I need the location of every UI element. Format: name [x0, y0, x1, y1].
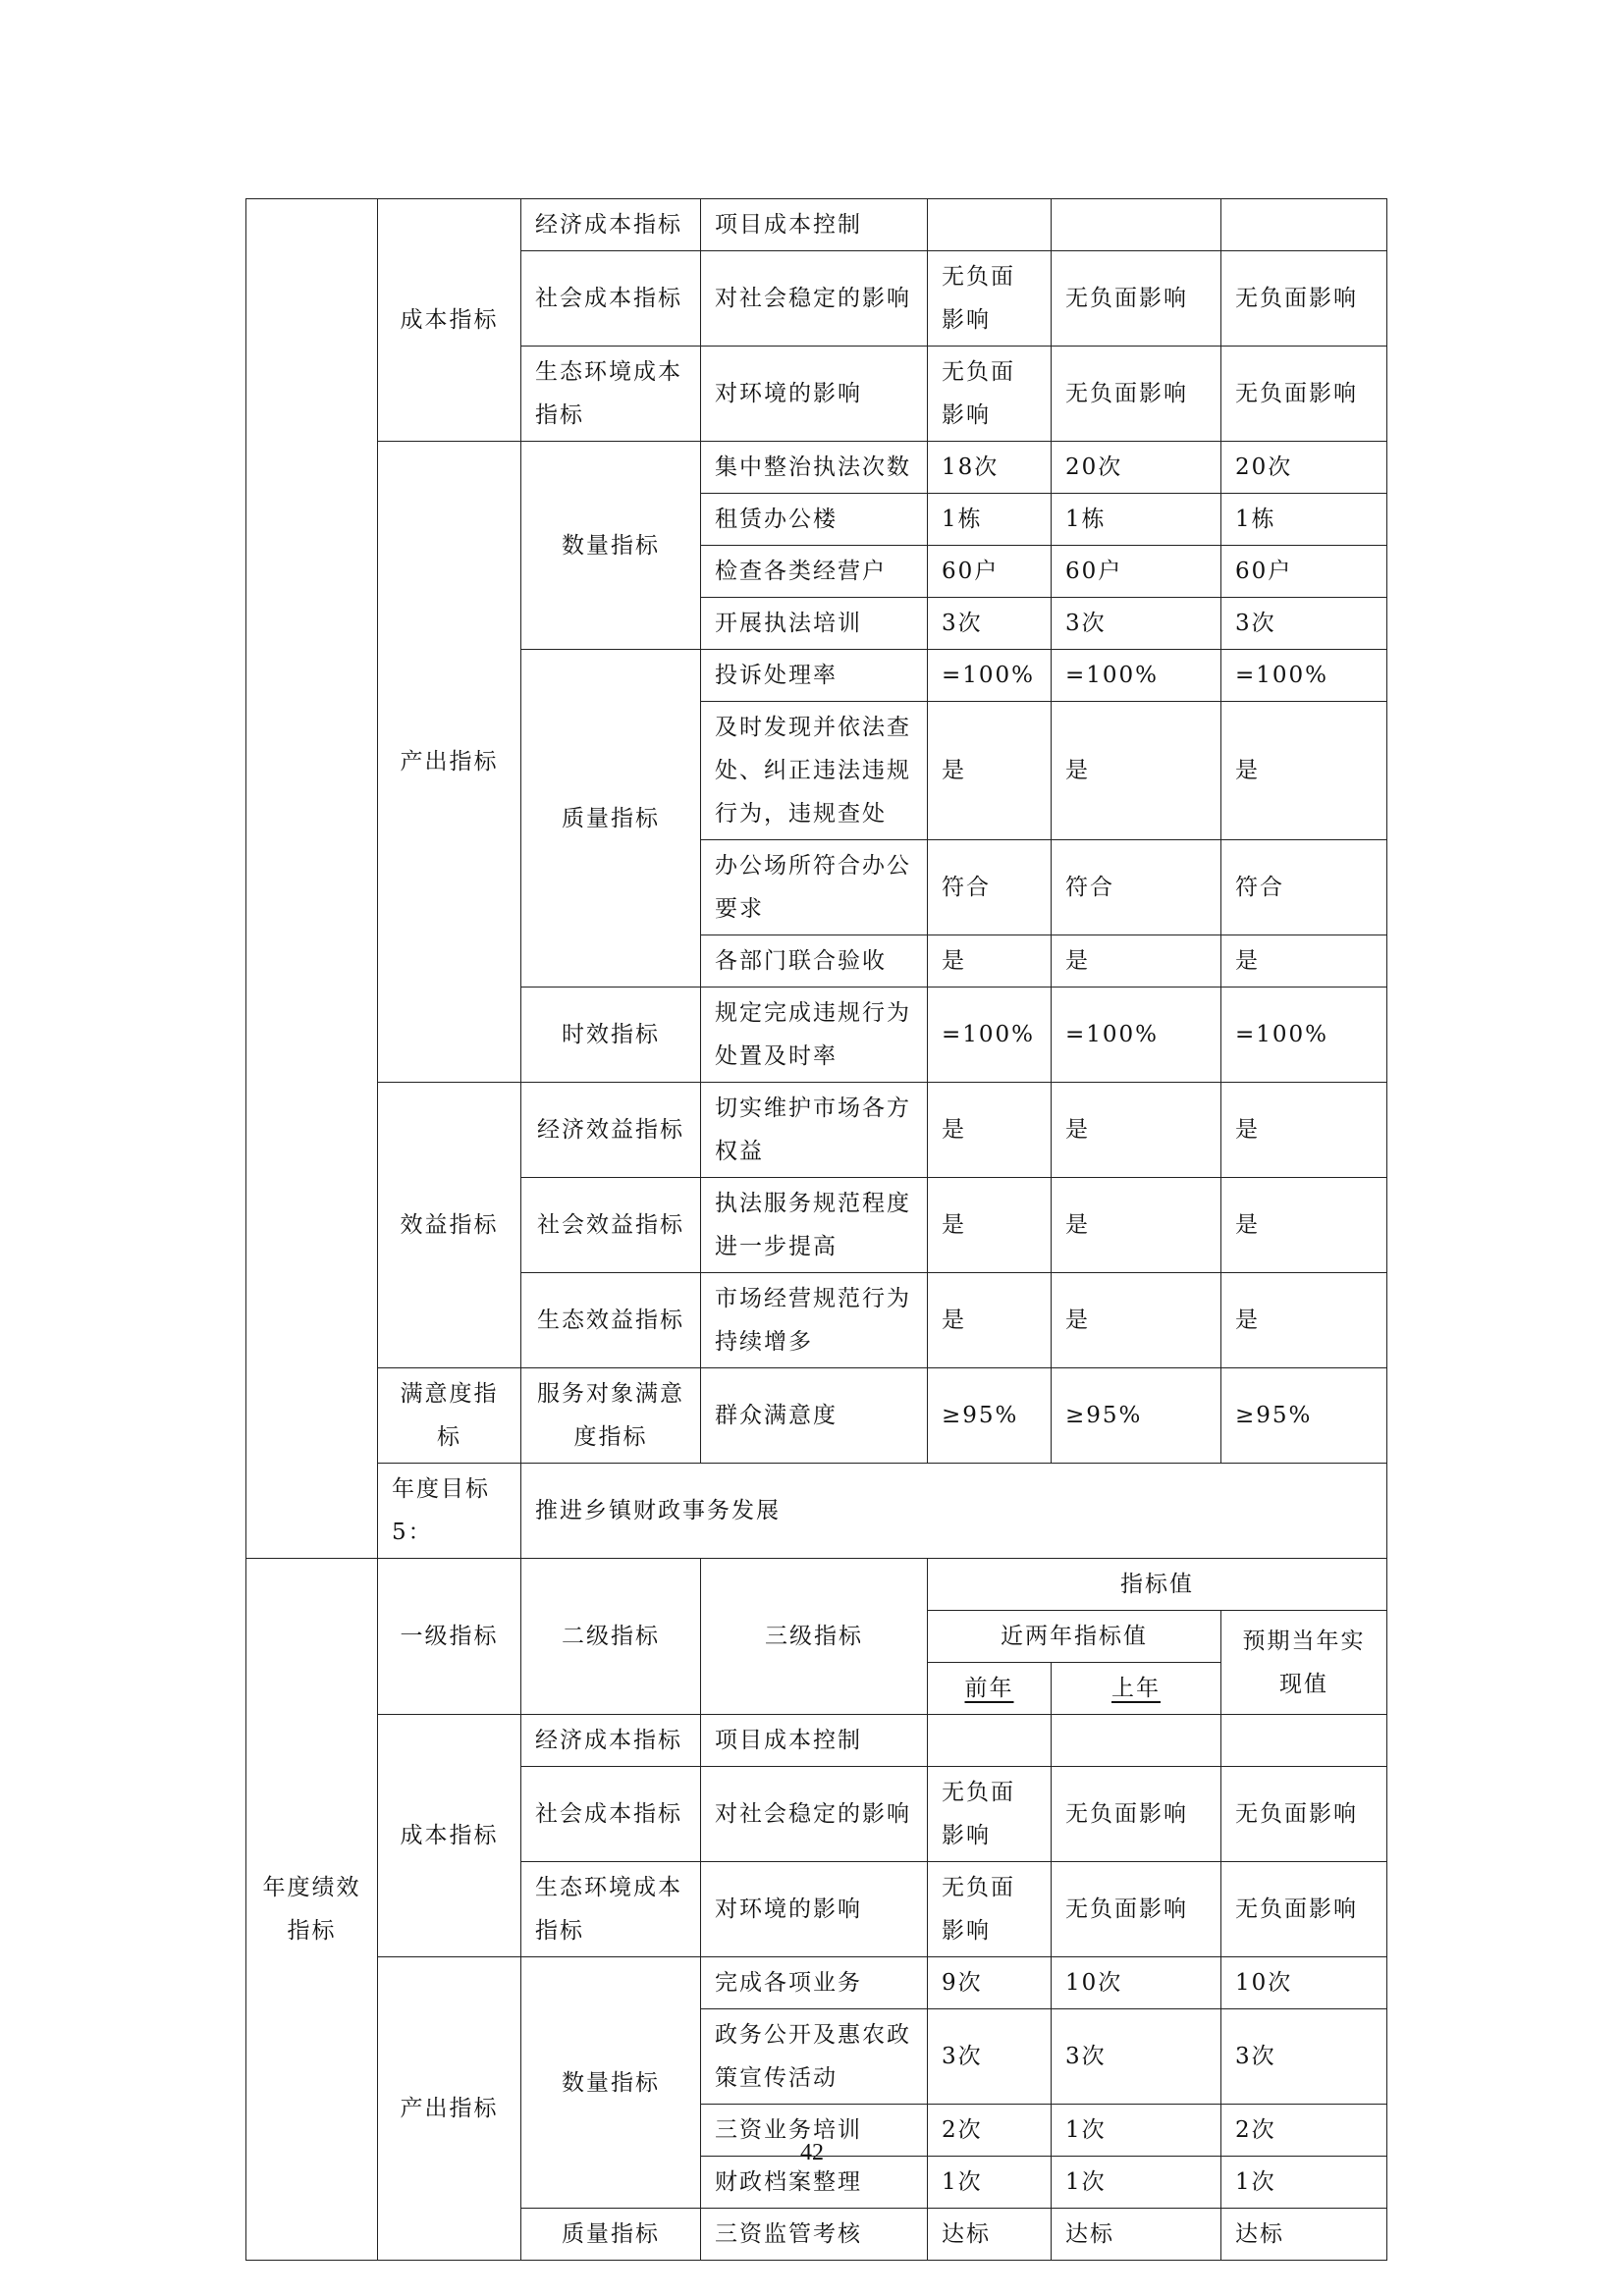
expected-value: =100%: [1221, 650, 1387, 702]
prev-year-value: 是: [928, 1178, 1052, 1273]
level3-cell: 市场经营规范行为持续增多: [701, 1273, 928, 1368]
level3-cell: 规定完成违规行为处置及时率: [701, 988, 928, 1083]
expected-value: 无负面影响: [1221, 1767, 1387, 1862]
prev-year-value: 1次: [928, 2157, 1052, 2209]
level3-cell: 及时发现并依法查处、纠正违法违规行为，违规查处: [701, 702, 928, 840]
page-number: 42: [800, 2140, 824, 2165]
last-year-value: 1栋: [1052, 494, 1221, 546]
level2-cell: 经济效益指标: [521, 1083, 701, 1178]
level2-quality: 质量指标: [521, 650, 701, 988]
header-recent-two-years: 近两年指标值: [928, 1611, 1221, 1663]
last-year-value: 20次: [1052, 442, 1221, 494]
prev-year-value: 是: [928, 702, 1052, 840]
prev-year-value: 是: [928, 1083, 1052, 1178]
level2-cell: 生态环境成本指标: [521, 1862, 701, 1957]
level2-quantity: 数量指标: [521, 1957, 701, 2209]
last-year-value: 3次: [1052, 598, 1221, 650]
expected-value: 是: [1221, 1273, 1387, 1368]
expected-value: 是: [1221, 702, 1387, 840]
last-year-value: 是: [1052, 1083, 1221, 1178]
last-year-value: 无负面影响: [1052, 1767, 1221, 1862]
expected-value: 3次: [1221, 598, 1387, 650]
last-year-value: =100%: [1052, 988, 1221, 1083]
prev-year-value: 无负面影响: [928, 347, 1052, 442]
level3-cell: 三资监管考核: [701, 2209, 928, 2261]
last-year-value: ≥95%: [1052, 1368, 1221, 1464]
level2-quality: 质量指标: [521, 2209, 701, 2261]
table-row: [246, 1957, 1387, 2009]
level2-cell: 社会效益指标: [521, 1178, 701, 1273]
last-year-value: 是: [1052, 935, 1221, 988]
header-level2: 二级指标: [521, 1559, 701, 1715]
last-year-value: 1次: [1052, 2105, 1221, 2157]
prev-year-value: 无负面影响: [928, 251, 1052, 347]
header-prev-year: [928, 1663, 1052, 1715]
level1-cost: 成本指标: [378, 199, 521, 442]
prev-year-value: 3次: [928, 2009, 1052, 2105]
expected-value: 无负面影响: [1221, 1862, 1387, 1957]
prev-year-value: 1栋: [928, 494, 1052, 546]
continuation-cell: [246, 199, 378, 1559]
table-row: [246, 1715, 1387, 1767]
level3-cell: 财政档案整理: [701, 2157, 928, 2209]
level3-cell: 投诉处理率: [701, 650, 928, 702]
prev-year-value: ≥95%: [928, 1368, 1052, 1464]
level2-cell: 经济成本指标: [521, 199, 701, 251]
last-year-value: 达标: [1052, 2209, 1221, 2261]
level2-cell: 生态环境成本指标: [521, 347, 701, 442]
level3-cell: 切实维护市场各方权益: [701, 1083, 928, 1178]
header-last-year: [1052, 1663, 1221, 1715]
prev-year-value: 达标: [928, 2209, 1052, 2261]
level2-cell: 社会成本指标: [521, 1767, 701, 1862]
last-year-value: 符合: [1052, 840, 1221, 935]
header-level3: 三级指标: [701, 1559, 928, 1715]
level1-output: 产出指标: [378, 442, 521, 1083]
last-year-value: 是: [1052, 1273, 1221, 1368]
last-year-value: [1052, 1715, 1221, 1767]
last-year-value: [1052, 199, 1221, 251]
expected-value: =100%: [1221, 988, 1387, 1083]
expected-value: [1221, 199, 1387, 251]
prev-year-value: 18次: [928, 442, 1052, 494]
level2-quantity: 数量指标: [521, 442, 701, 650]
goal-label: 年度目标5：: [378, 1464, 521, 1559]
header-row: [246, 1559, 1387, 1611]
prev-year-value: [928, 1715, 1052, 1767]
expected-value: 达标: [1221, 2209, 1387, 2261]
last-year-value: 无负面影响: [1052, 251, 1221, 347]
level3-cell: 政务公开及惠农政策宣传活动: [701, 2009, 928, 2105]
last-year-value: 1次: [1052, 2157, 1221, 2209]
last-year-value: 无负面影响: [1052, 347, 1221, 442]
header-prev-year-label: 前年: [964, 1676, 1014, 1701]
last-year-value: 60户: [1052, 546, 1221, 598]
prev-year-value: 60户: [928, 546, 1052, 598]
expected-value: 是: [1221, 1083, 1387, 1178]
level2-timeliness: 时效指标: [521, 988, 701, 1083]
expected-value: 1栋: [1221, 494, 1387, 546]
level3-cell: 对社会稳定的影响: [701, 1767, 928, 1862]
level2-cell: 服务对象满意度指标: [521, 1368, 701, 1464]
last-year-value: 10次: [1052, 1957, 1221, 2009]
prev-year-value: 3次: [928, 598, 1052, 650]
section-label-annual-performance: 年度绩效指标: [246, 1559, 378, 2261]
expected-value: 无负面影响: [1221, 251, 1387, 347]
table-row: [246, 442, 1387, 494]
header-indicator-value: 指标值: [928, 1559, 1387, 1611]
header-last-year-label: 上年: [1111, 1676, 1161, 1701]
prev-year-value: 2次: [928, 2105, 1052, 2157]
prev-year-value: 是: [928, 1273, 1052, 1368]
prev-year-value: 无负面影响: [928, 1862, 1052, 1957]
level1-cost: 成本指标: [378, 1715, 521, 1957]
last-year-value: 3次: [1052, 2009, 1221, 2105]
prev-year-value: =100%: [928, 650, 1052, 702]
expected-value: 60户: [1221, 546, 1387, 598]
level1-satisfaction: 满意度指标: [378, 1368, 521, 1464]
table-row: [246, 199, 1387, 251]
level3-cell: 项目成本控制: [701, 1715, 928, 1767]
table-row: [246, 1368, 1387, 1464]
expected-value: 是: [1221, 1178, 1387, 1273]
level2-cell: 经济成本指标: [521, 1715, 701, 1767]
level3-cell: 租赁办公楼: [701, 494, 928, 546]
table-row: [246, 1083, 1387, 1178]
level3-cell: 三资业务培训: [701, 2105, 928, 2157]
expected-value: 3次: [1221, 2009, 1387, 2105]
prev-year-value: 是: [928, 935, 1052, 988]
level3-cell: 对环境的影响: [701, 347, 928, 442]
prev-year-value: 无负面影响: [928, 1767, 1052, 1862]
level3-cell: 群众满意度: [701, 1368, 928, 1464]
level3-cell: 执法服务规范程度进一步提高: [701, 1178, 928, 1273]
level3-cell: 开展执法培训: [701, 598, 928, 650]
level2-cell: 生态效益指标: [521, 1273, 701, 1368]
level3-cell: 对环境的影响: [701, 1862, 928, 1957]
expected-value: 无负面影响: [1221, 347, 1387, 442]
prev-year-value: 9次: [928, 1957, 1052, 2009]
level3-cell: 对社会稳定的影响: [701, 251, 928, 347]
header-level1: 一级指标: [378, 1559, 521, 1715]
expected-value: 是: [1221, 935, 1387, 988]
last-year-value: =100%: [1052, 650, 1221, 702]
level3-cell: 各部门联合验收: [701, 935, 928, 988]
expected-value: 1次: [1221, 2157, 1387, 2209]
level3-cell: 集中整治执法次数: [701, 442, 928, 494]
expected-value: [1221, 1715, 1387, 1767]
expected-value: 符合: [1221, 840, 1387, 935]
prev-year-value: 符合: [928, 840, 1052, 935]
level1-output: 产出指标: [378, 1957, 521, 2261]
level3-cell: 项目成本控制: [701, 199, 928, 251]
goal-row: [246, 1464, 1387, 1559]
performance-table: [245, 198, 1387, 2261]
level2-cell: 社会成本指标: [521, 251, 701, 347]
prev-year-value: =100%: [928, 988, 1052, 1083]
expected-value: 20次: [1221, 442, 1387, 494]
prev-year-value: [928, 199, 1052, 251]
expected-value: 10次: [1221, 1957, 1387, 2009]
header-expected-current-year: 预期当年实现值: [1221, 1611, 1387, 1715]
level3-cell: 完成各项业务: [701, 1957, 928, 2009]
goal-text: 推进乡镇财政事务发展: [521, 1464, 1387, 1559]
last-year-value: 是: [1052, 1178, 1221, 1273]
expected-value: ≥95%: [1221, 1368, 1387, 1464]
last-year-value: 是: [1052, 702, 1221, 840]
level3-cell: 检查各类经营户: [701, 546, 928, 598]
level3-cell: 办公场所符合办公要求: [701, 840, 928, 935]
expected-value: 2次: [1221, 2105, 1387, 2157]
level1-benefit: 效益指标: [378, 1083, 521, 1368]
last-year-value: 无负面影响: [1052, 1862, 1221, 1957]
